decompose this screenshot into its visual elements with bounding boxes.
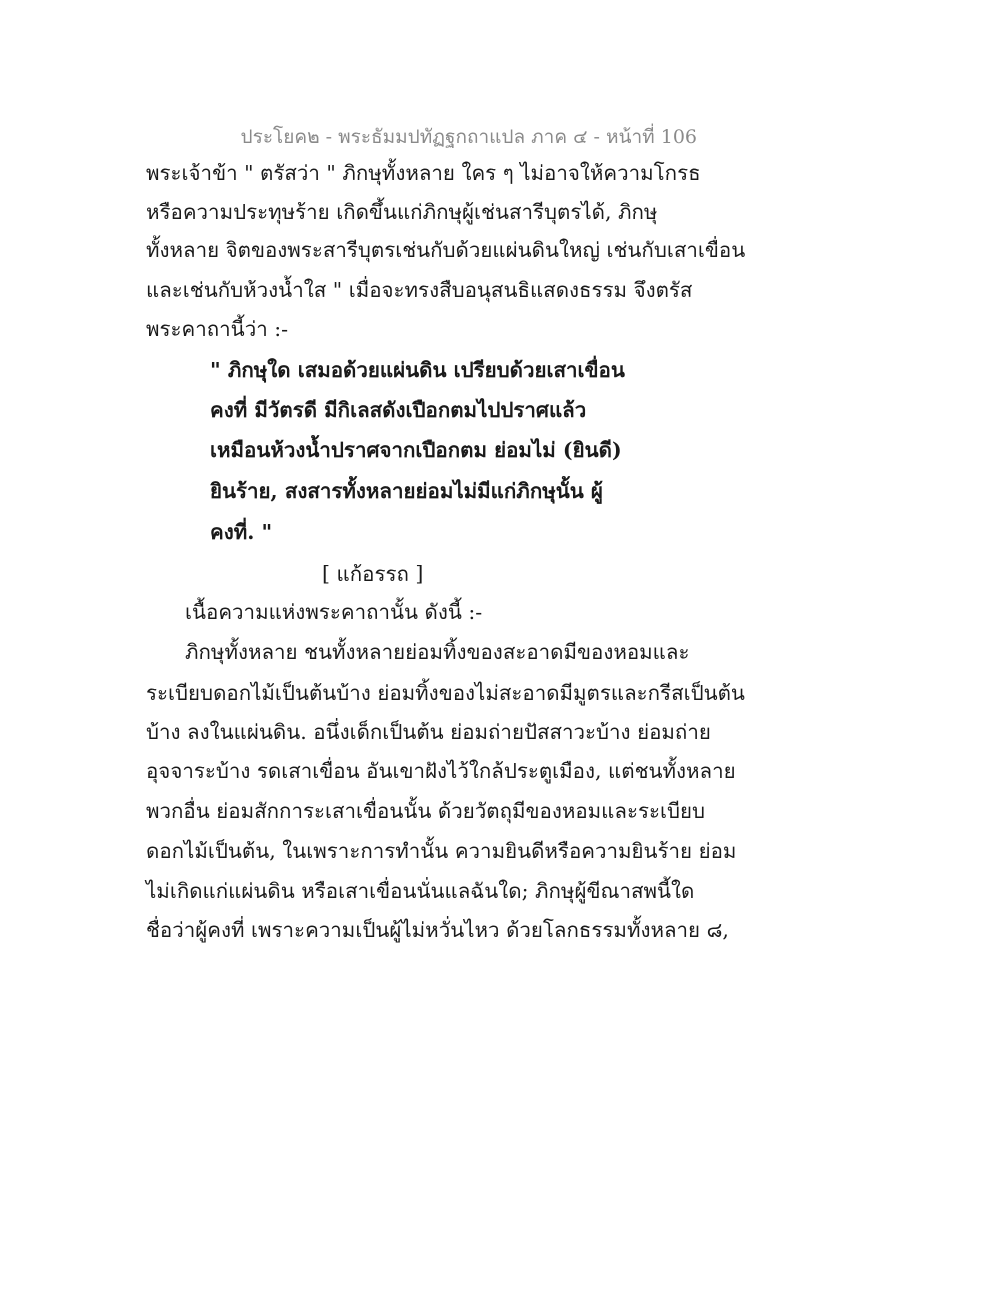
section-title: [ แก้อรรถ ] [322,562,424,586]
body-line: พวกอื่น ย่อมสักการะเสาเขื่อนนั้น ด้วยวัตถุมีของหอมและระเบียบ [146,799,706,823]
body-line: เนื้อความแห่งพระคาถานั้น ดังนี้ :- [185,600,483,624]
verse-line: ยินร้าย, สงสารทั้งหลายย่อมไม่มีแก่ภิกษุนั้น ผู้ [210,479,603,503]
intro-line: และเช่นกับห้วงน้ำใส " เมื่อจะทรงสืบอนุสนธิแสดงธรรม จึงตรัส [146,278,693,302]
body-line: อุจจาระบ้าง รดเสาเขื่อน อันเขาฝังไว้ใกล้ประตูเมือง, แต่ชนทั้งหลาย [146,759,736,783]
intro-line: พระคาถานี้ว่า :- [146,317,289,341]
body-line: ระเบียบดอกไม้เป็นต้นบ้าง ย่อมทิ้งของไม่สะอาดมีมูตรและกรีสเป็นต้น [146,681,745,705]
page-header: ประโยค๒ - พระธัมมปทัฏฐกถาแปล ภาค ๔ - หน้าที่ 106 [240,126,697,148]
verse-line: คงที่. " [210,520,273,544]
verse-line: " ภิกษุใด เสมอด้วยแผ่นดิน เปรียบด้วยเสาเขื่อน [210,358,625,382]
body-line: ชื่อว่าผู้คงที่ เพราะความเป็นผู้ไม่หวั่นไหว ด้วยโลกธรรมทั้งหลาย ๘, [146,918,729,942]
body-line: บ้าง ลงในแผ่นดิน. อนึ่งเด็กเป็นต้น ย่อมถ่ายปัสสาวะบ้าง ย่อมถ่าย [146,720,711,744]
verse-line: เหมือนห้วงน้ำปราศจากเปือกตม ย่อมไม่ (ยินดี) [210,438,622,462]
body-line: ภิกษุทั้งหลาย ชนทั้งหลายย่อมทิ้งของสะอาดมีของหอมและ [185,640,690,664]
intro-line: หรือความประทุษร้าย เกิดขึ้นแก่ภิกษุผู้เช่นสารีบุตรได้, ภิกษุ [146,200,658,224]
verse-line: คงที่ มีวัตรดี มีกิเลสดังเปือกตมไปปราศแล้ว [210,398,587,422]
body-line: ดอกไม้เป็นต้น, ในเพราะการทำนั้น ความยินดีหรือความยินร้าย ย่อม [146,839,737,863]
body-line: ไม่เกิดแก่แผ่นดิน หรือเสาเขื่อนนั่นแลฉันใด; ภิกษุผู้ขีณาสพนี้ใด [146,879,695,903]
intro-line: พระเจ้าข้า " ตรัสว่า " ภิกษุทั้งหลาย ใคร ๆ ไม่อาจให้ความโกรธ [146,161,701,185]
intro-line: ทั้งหลาย จิตของพระสารีบุตรเช่นกับด้วยแผ่นดินใหญ่ เช่นกับเสาเขื่อน [146,238,746,262]
